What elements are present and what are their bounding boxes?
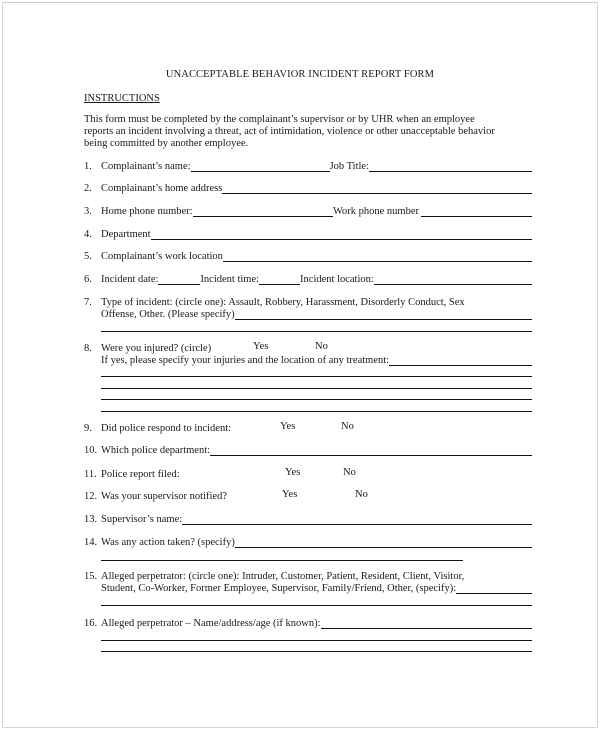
injury-details-line[interactable] [101,388,532,389]
item-number: 7. [84,297,92,308]
perpetrator-details-line[interactable] [101,651,532,652]
field-department [84,227,532,240]
item-number: 8. [84,343,92,354]
instructions-line: reports an incident involving a threat, act of intimidation, violence or other unacceptable behavior [84,126,495,137]
field-label: Which police department: [101,445,211,456]
field-incident-type-specify [101,307,532,320]
injury-details-line[interactable] [101,399,532,400]
department-input[interactable] [151,229,532,240]
field-label: Department [101,229,151,240]
field-injury-details [101,353,532,366]
incident-date-input[interactable] [158,274,200,285]
field-label: Alleged perpetrator: (circle one): Intruder, Customer, Patient, Resident, Client, Visitor, [101,571,465,582]
home-phone-input[interactable] [193,206,333,217]
injured-no-option[interactable]: No [315,341,328,352]
field-label: Supervisor’s name: [101,514,183,525]
police-respond-no-option[interactable]: No [341,421,354,432]
item-number: 11. [84,469,97,480]
item-number: 14. [84,537,98,548]
item-number: 4. [84,229,92,240]
field-label: Home phone number: [101,206,193,217]
field-incident-details [84,272,532,285]
item-number: 1. [84,161,92,172]
instructions-line: This form must be completed by the complainant’s supervisor or by UHR when an employee [84,114,475,125]
field-complainant-name [84,159,532,172]
instructions-text [84,114,495,150]
field-police-department [84,443,532,456]
field-perpetrator-specify [101,581,532,594]
field-label: Job Title: [329,161,369,172]
field-label: If yes, please specify your injuries and the location of any treatment: [101,355,390,366]
field-work-location [84,249,532,262]
field-label: Did police respond to incident: [101,423,232,434]
item-number: 6. [84,274,92,285]
injury-details-input[interactable] [389,355,532,366]
instructions-heading: INSTRUCTIONS [84,93,160,104]
field-label: Complainant’s home address [101,183,223,194]
field-label: Complainant’s name: [101,161,191,172]
field-label: Offense, Other. (Please specify) [101,309,235,320]
instructions-line: being committed by another employee. [84,138,249,149]
police-department-input[interactable] [210,445,532,456]
home-address-input[interactable] [222,183,532,194]
item-number: 15. [84,571,98,582]
injury-details-line[interactable] [101,376,532,377]
police-report-yes-option[interactable]: Yes [285,467,301,478]
job-title-input[interactable] [369,161,532,172]
incident-location-input[interactable] [374,274,532,285]
field-label: Were you injured? (circle) [101,343,212,354]
perpetrator-specify-input[interactable] [456,583,532,594]
perpetrator-details-input[interactable] [321,618,532,629]
action-taken-extra-line[interactable] [101,560,463,561]
item-number: 9. [84,423,92,434]
field-label: Alleged perpetrator – Name/address/age (if known): [101,618,321,629]
incident-type-extra-line[interactable] [101,331,532,332]
field-label: Incident date: [101,274,159,285]
incident-type-specify-input[interactable] [235,309,532,320]
work-location-input[interactable] [223,251,532,262]
item-number: 12. [84,491,98,502]
field-home-address [84,181,532,194]
field-police-report [84,467,532,480]
supervisor-name-input[interactable] [182,514,532,525]
field-police-respond [84,421,532,434]
police-respond-yes-option[interactable]: Yes [280,421,296,432]
field-perpetrator-details [84,616,532,629]
supervisor-notified-yes-option[interactable]: Yes [282,489,298,500]
complainant-name-input[interactable] [191,161,330,172]
item-number: 3. [84,206,92,217]
action-taken-input[interactable] [235,537,532,548]
field-supervisor-notified [84,489,532,502]
field-label: Was any action taken? (specify) [101,537,235,548]
perpetrator-specify-line[interactable] [101,605,532,606]
field-label: Work phone number [332,206,419,217]
field-label: Complainant’s work location [101,251,223,262]
item-number: 16. [84,618,98,629]
field-label: Police report filed: [101,469,180,480]
form-title: UNACCEPTABLE BEHAVIOR INCIDENT REPORT FORM [165,69,435,80]
item-number: 5. [84,251,92,262]
field-phone [84,204,532,217]
injury-details-line[interactable] [101,411,532,412]
item-number: 13. [84,514,98,525]
field-label: Incident time: [200,274,260,285]
item-number: 10. [84,445,98,456]
field-supervisor-name [84,512,532,525]
injured-yes-option[interactable]: Yes [253,341,269,352]
incident-time-input[interactable] [259,274,300,285]
field-action-taken [84,535,532,548]
field-label: Type of incident: (circle one): Assault, Robbery, Harassment, Disorderly Conduct, Sex [101,297,465,308]
perpetrator-details-line[interactable] [101,640,532,641]
police-report-no-option[interactable]: No [343,467,356,478]
item-number: 2. [84,183,92,194]
field-label: Incident location: [300,274,374,285]
field-label: Student, Co-Worker, Former Employee, Supervisor, Family/Friend, Other, (specify): [101,583,457,594]
supervisor-notified-no-option[interactable]: No [355,489,368,500]
field-label: Was your supervisor notified? [101,491,227,502]
work-phone-input[interactable] [421,206,532,217]
